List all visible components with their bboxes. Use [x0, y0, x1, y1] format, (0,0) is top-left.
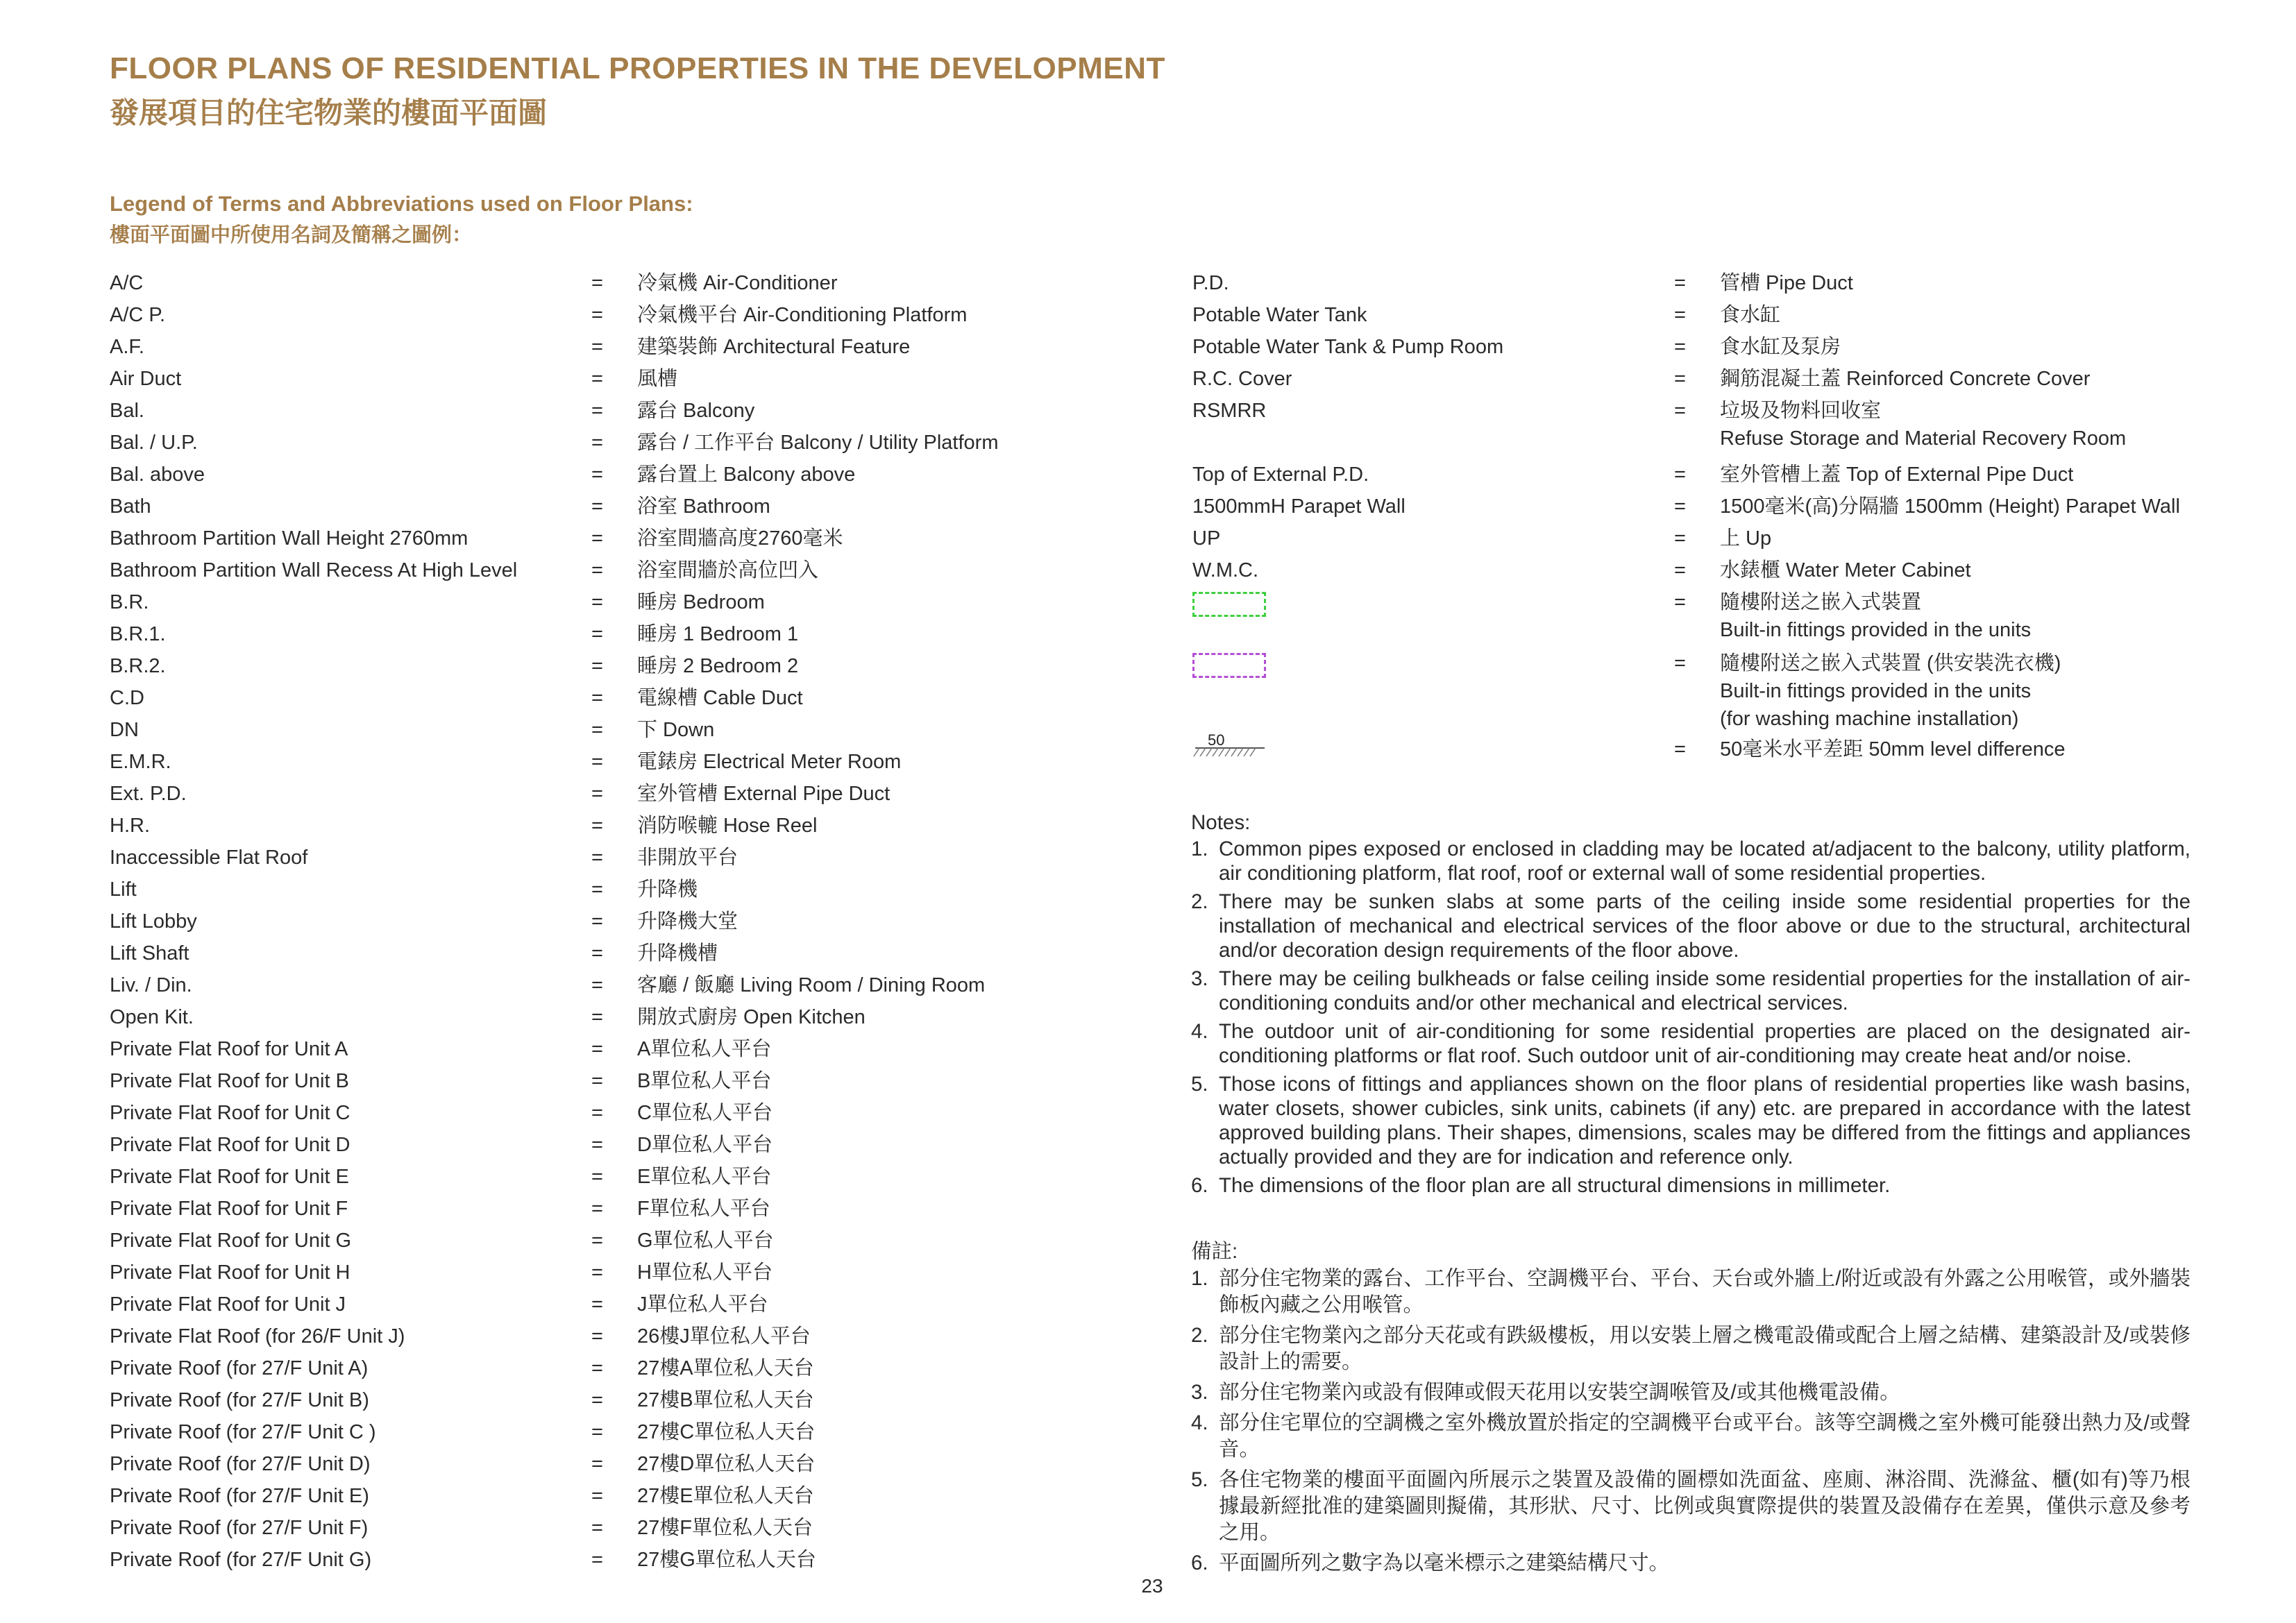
- legend-term: Bal. / U.P.: [110, 432, 198, 454]
- legend-term: Private Flat Roof for Unit J: [110, 1293, 346, 1316]
- equals-sign: =: [591, 1006, 603, 1028]
- note-item-zh: [1191, 1379, 2191, 1406]
- legend-row: [110, 684, 1148, 712]
- note-number: 5.: [1191, 1468, 1208, 1491]
- legend-row: [110, 461, 1148, 488]
- legend-definition: 風槽: [637, 368, 678, 390]
- equals-sign: =: [591, 847, 603, 869]
- legend-term: Private Flat Roof for Unit E: [110, 1166, 349, 1188]
- legend-definition: D單位私人平台: [637, 1134, 773, 1156]
- legend-definition: A單位私人平台: [637, 1038, 772, 1060]
- legend-term: Private Roof (for 27/F Unit E): [110, 1485, 369, 1507]
- legend-definition: 27樓C單位私人天台: [637, 1421, 816, 1443]
- legend-row: [110, 876, 1148, 903]
- legend-definition: 浴室 Bathroom: [637, 495, 770, 518]
- note-number: 3.: [1191, 1381, 1208, 1404]
- legend-definition: 室外管槽 External Pipe Duct: [637, 783, 890, 805]
- equals-sign: =: [1674, 400, 1686, 422]
- legend-definition: B單位私人平台: [637, 1070, 772, 1092]
- legend-row: [1192, 556, 2221, 584]
- legend-row: [110, 1482, 1148, 1510]
- legend-term: Private Roof (for 27/F Unit A): [110, 1357, 369, 1379]
- note-text: Common pipes exposed or enclosed in cladding may be located at/adjacent to the balcony, utility platform, air conditioning platform, flat roof, roof or external wall of some residential properties.: [1219, 838, 2191, 885]
- legend-definition-line3: (for washing machine installation): [1720, 708, 2019, 730]
- legend-definition: 冷氣機平台 Air-Conditioning Platform: [637, 304, 968, 326]
- note-number: 5.: [1191, 1073, 1208, 1096]
- legend-row: [110, 1035, 1148, 1063]
- legend-term: Ext. P.D.: [110, 783, 187, 805]
- green-dashed-box-icon: [1192, 592, 1266, 617]
- equals-sign: =: [591, 1357, 603, 1379]
- legend-term: Private Roof (for 27/F Unit D): [110, 1453, 371, 1475]
- legend-term: Open Kit.: [110, 1006, 194, 1028]
- equals-sign: =: [591, 719, 603, 741]
- legend-row: [110, 556, 1148, 584]
- legend-definition: 隨樓附送之嵌入式裝置: [1720, 591, 1922, 613]
- equals-sign: =: [591, 1517, 603, 1539]
- legend-row: [110, 1450, 1148, 1478]
- legend-term: Private Roof (for 27/F Unit C ): [110, 1421, 376, 1443]
- equals-sign: =: [591, 591, 603, 613]
- note-text: 各住宅物業的樓面平面圖內所展示之裝置及設備的圖標如洗面盆、座廁、淋浴間、洗滌盆、櫃(如有)等乃根據最新經批准的建築圖則擬備，其形狀、尺寸、比例或與實際提供的裝置及設備存在差異，僅供示意及參考之用。: [1219, 1468, 2191, 1544]
- legend-row: [110, 429, 1148, 457]
- note-number: 2.: [1191, 1324, 1208, 1347]
- legend-term: Lift Lobby: [110, 910, 197, 933]
- equals-sign: =: [591, 304, 603, 326]
- legend-definition: 上 Up: [1720, 527, 1772, 550]
- legend-term: B.R.1.: [110, 623, 166, 645]
- legend-row: [110, 525, 1148, 552]
- legend-row: [110, 940, 1148, 967]
- legend-definition: 睡房 Bedroom: [637, 591, 765, 613]
- legend-definition: 露台置上 Balcony above: [637, 464, 856, 486]
- legend-definition: 消防喉轆 Hose Reel: [637, 815, 818, 837]
- legend-definition: 升降機槽: [637, 942, 718, 965]
- equals-sign: =: [591, 1038, 603, 1060]
- note-item: [1191, 1072, 2191, 1169]
- note-number: 6.: [1191, 1174, 1208, 1197]
- equals-sign: =: [1674, 559, 1686, 581]
- legend-term: Private Flat Roof for Unit C: [110, 1102, 351, 1124]
- legend-term: Private Roof (for 27/F Unit F): [110, 1517, 369, 1539]
- equals-sign: =: [591, 1198, 603, 1220]
- legend-definition: 電線槽 Cable Duct: [637, 687, 803, 709]
- equals-sign: =: [591, 878, 603, 901]
- legend-term: Bal.: [110, 400, 144, 422]
- legend-term: Inaccessible Flat Roof: [110, 847, 308, 869]
- legend-definition: 客廳 / 飯廳 Living Room / Dining Room: [637, 974, 986, 996]
- legend-term: DN: [110, 719, 139, 741]
- legend-definition-line2: Refuse Storage and Material Recovery Room: [1720, 427, 2127, 450]
- legend-term: W.M.C.: [1192, 559, 1259, 581]
- equals-sign: =: [591, 400, 603, 422]
- legend-definition: G單位私人平台: [637, 1230, 774, 1252]
- legend-definition: 下 Down: [637, 719, 715, 741]
- legend-definition: 露台 Balcony: [637, 400, 755, 422]
- legend-definition: 電錶房 Electrical Meter Room: [637, 751, 902, 773]
- legend-term: RSMRR: [1192, 400, 1267, 422]
- legend-definition: C單位私人平台: [637, 1102, 773, 1124]
- legend-row: [110, 844, 1148, 872]
- legend-definition: 升降機大堂: [637, 910, 738, 933]
- legend-term: A/C P.: [110, 304, 166, 326]
- legend-term: Private Flat Roof (for 26/F Unit J): [110, 1325, 405, 1348]
- note-item-zh: [1191, 1550, 2191, 1577]
- note-number: 1.: [1191, 1267, 1208, 1290]
- equals-sign: =: [591, 815, 603, 837]
- equals-sign: =: [1674, 304, 1686, 326]
- equals-sign: =: [591, 1102, 603, 1124]
- note-item: [1191, 1173, 2191, 1198]
- equals-sign: =: [591, 432, 603, 454]
- legend-term: UP: [1192, 527, 1221, 550]
- legend-term: Lift: [110, 878, 137, 901]
- legend-definition: H單位私人平台: [637, 1261, 773, 1284]
- equals-sign: =: [591, 1166, 603, 1188]
- equals-sign: =: [1674, 652, 1686, 674]
- equals-sign: =: [591, 1070, 603, 1092]
- legend-row: [110, 269, 1148, 297]
- note-number: 4.: [1191, 1411, 1208, 1434]
- legend-definition: 50毫米水平差距 50mm level difference: [1720, 738, 2066, 760]
- legend-row: [110, 716, 1148, 744]
- note-number: 4.: [1191, 1020, 1208, 1043]
- equals-sign: =: [1674, 272, 1686, 294]
- equals-sign: =: [591, 336, 603, 358]
- note-text: 部分住宅物業內之部分天花或有跌級樓板，用以安裝上層之機電設備或配合上層之結構、建築設計及/或裝修設計上的需要。: [1219, 1324, 2191, 1373]
- legend-row: [1192, 461, 2221, 488]
- note-item: [1191, 1019, 2191, 1068]
- legend-term: H.R.: [110, 815, 150, 837]
- legend-definition: 睡房 1 Bedroom 1: [637, 623, 799, 645]
- legend-definition: J單位私人平台: [637, 1293, 768, 1316]
- legend-definition: 非開放平台: [637, 847, 738, 869]
- legend-symbol-row: [1192, 649, 2221, 730]
- legend-definition: 建築裝飾 Architectural Feature: [637, 336, 911, 358]
- note-number: 2.: [1191, 890, 1208, 913]
- legend-row: [110, 748, 1148, 776]
- equals-sign: =: [1674, 591, 1686, 613]
- equals-sign: =: [591, 1293, 603, 1316]
- legend-row: [110, 1354, 1148, 1382]
- legend-term: Bathroom Partition Wall Recess At High Level: [110, 559, 518, 581]
- page-title-en: FLOOR PLANS OF RESIDENTIAL PROPERTIES IN THE DEVELOPMENT: [110, 51, 1165, 85]
- legend-term: B.R.: [110, 591, 149, 613]
- note-text: 部分住宅單位的空調機之室外機放置於指定的空調機平台或平台。該等空調機之室外機可能發出熱力及/或聲音。: [1219, 1411, 2191, 1461]
- legend-row: [110, 1067, 1148, 1095]
- equals-sign: =: [591, 687, 603, 709]
- legend-symbol-row: [1192, 733, 2221, 763]
- legend-definition: 隨樓附送之嵌入式裝置 (供安裝洗衣機): [1720, 652, 2061, 674]
- legend-row: [110, 397, 1148, 425]
- equals-sign: =: [591, 527, 603, 550]
- legend-definition: 27樓D單位私人天台: [637, 1453, 816, 1475]
- legend-row: [1192, 269, 2221, 297]
- legend-term: Bal. above: [110, 464, 205, 486]
- equals-sign: =: [1674, 464, 1686, 486]
- legend-row: [110, 620, 1148, 648]
- legend-definition-line2: Built-in fittings provided in the units: [1720, 619, 2032, 641]
- legend-definition: E單位私人平台: [637, 1166, 772, 1188]
- legend-definition: 水錶櫃 Water Meter Cabinet: [1720, 559, 1971, 581]
- legend-row: [110, 301, 1148, 329]
- legend-heading-en: Legend of Terms and Abbreviations used on Floor Plans:: [110, 192, 693, 216]
- legend-definition: 室外管槽上蓋 Top of External Pipe Duct: [1720, 464, 2074, 486]
- legend-definition: 鋼筋混凝土蓋 Reinforced Concrete Cover: [1720, 368, 2091, 390]
- legend-definition: 冷氣機 Air-Conditioner: [637, 272, 838, 294]
- legend-row: [110, 971, 1148, 999]
- note-text: 平面圖所列之數字為以毫米標示之建築結構尺寸。: [1219, 1552, 1670, 1574]
- legend-term: Air Duct: [110, 368, 182, 390]
- equals-sign: =: [591, 495, 603, 518]
- legend-term: Top of External P.D.: [1192, 464, 1369, 486]
- legend-definition: 食水缸及泵房: [1720, 336, 1841, 358]
- legend-term: Bath: [110, 495, 151, 518]
- legend-term: P.D.: [1192, 272, 1229, 294]
- legend-row: [1192, 333, 2221, 361]
- note-item: [1191, 967, 2191, 1015]
- equals-sign: =: [591, 974, 603, 996]
- legend-term: Lift Shaft: [110, 942, 189, 965]
- equals-sign: =: [591, 1421, 603, 1443]
- equals-sign: =: [1674, 368, 1686, 390]
- equals-sign: =: [591, 1230, 603, 1252]
- legend-row: [110, 1514, 1148, 1542]
- legend-row: [110, 1418, 1148, 1446]
- legend-row: [1192, 493, 2221, 520]
- note-item: [1191, 890, 2191, 962]
- legend-row: [110, 780, 1148, 808]
- page-number: 23: [1141, 1575, 1163, 1597]
- equals-sign: =: [591, 1261, 603, 1284]
- page-title-zh: 發展項目的住宅物業的樓面平面圖: [110, 96, 548, 129]
- legend-term: Liv. / Din.: [110, 974, 192, 996]
- equals-sign: =: [591, 1453, 603, 1475]
- legend-term: Private Roof (for 27/F Unit B): [110, 1389, 369, 1411]
- legend-term: A/C: [110, 272, 144, 294]
- legend-definition: F單位私人平台: [637, 1198, 770, 1220]
- legend-term: A.F.: [110, 336, 144, 358]
- level-difference-label: 50: [1208, 733, 1225, 749]
- equals-sign: =: [591, 1485, 603, 1507]
- equals-sign: =: [591, 623, 603, 645]
- equals-sign: =: [591, 942, 603, 965]
- equals-sign: =: [591, 751, 603, 773]
- legend-row: [110, 1131, 1148, 1159]
- legend-definition: 升降機: [637, 878, 698, 901]
- equals-sign: =: [591, 464, 603, 486]
- legend-definition: 27樓E單位私人天台: [637, 1485, 814, 1507]
- legend-row: [110, 365, 1148, 393]
- legend-definition-line2: Built-in fittings provided in the units: [1720, 680, 2032, 702]
- note-text: Those icons of fittings and appliances shown on the floor plans of residential properties like wash basins, water closets, shower cubicles, sink units, cabinets (if any) etc. are prepared in accordance with the latest approved building plans. Their shapes, dimensions, scales may be differed from the fittings and appliances actually provided and they are for indication and reference only.: [1219, 1073, 2191, 1169]
- note-number: 6.: [1191, 1552, 1208, 1574]
- notes-heading-zh: 備註:: [1191, 1240, 1238, 1263]
- legend-term: R.C. Cover: [1192, 368, 1292, 390]
- legend-definition: 食水缸: [1720, 304, 1781, 326]
- legend-term: E.M.R.: [110, 751, 171, 773]
- note-item-zh: [1191, 1410, 2191, 1463]
- equals-sign: =: [591, 655, 603, 677]
- note-number: 3.: [1191, 967, 1208, 990]
- legend-row: [1192, 365, 2221, 393]
- legend-row: [1192, 397, 2221, 450]
- legend-row: [110, 652, 1148, 680]
- legend-row: [110, 588, 1148, 616]
- legend-term: Private Flat Roof for Unit A: [110, 1038, 348, 1060]
- legend-term: Potable Water Tank & Pump Room: [1192, 336, 1504, 358]
- note-item: [1191, 837, 2191, 885]
- legend-heading-zh: 樓面平面圖中所使用名詞及簡稱之圖例：: [110, 224, 473, 246]
- legend-row: [110, 1546, 1148, 1574]
- equals-sign: =: [591, 910, 603, 933]
- legend-definition: 開放式廚房 Open Kitchen: [637, 1006, 866, 1028]
- legend-row: [110, 493, 1148, 520]
- equals-sign: =: [1674, 495, 1686, 518]
- legend-row: [110, 1195, 1148, 1223]
- legend-definition: 27樓G單位私人天台: [637, 1549, 816, 1571]
- note-text: 部分住宅物業的露台、工作平台、空調機平台、平台、天台或外牆上/附近或設有外露之公用喉管，或外牆裝飾板內藏之公用喉管。: [1219, 1267, 2191, 1316]
- legend-term: Private Flat Roof for Unit B: [110, 1070, 349, 1092]
- legend-row: [110, 1099, 1148, 1127]
- equals-sign: =: [591, 1549, 603, 1571]
- legend-row: [110, 1163, 1148, 1191]
- note-text: There may be sunken slabs at some parts of the ceiling inside some residential properties for the installation of mechanical and electrical services of the floor above or due to the structural, architectural and/or decoration design requirements of the floor above.: [1219, 890, 2191, 962]
- equals-sign: =: [591, 272, 603, 294]
- legend-term: C.D: [110, 687, 144, 709]
- legend-row: [110, 1291, 1148, 1318]
- legend-row: [110, 1323, 1148, 1350]
- note-number: 1.: [1191, 838, 1208, 860]
- notes-english: [1191, 810, 2191, 1202]
- notes-chinese: [1191, 1239, 2191, 1581]
- legend-term: Private Flat Roof for Unit G: [110, 1230, 352, 1252]
- level-difference-icon: [1192, 733, 1269, 760]
- legend-term: Private Roof (for 27/F Unit G): [110, 1549, 372, 1571]
- note-item-zh: [1191, 1467, 2191, 1546]
- legend-definition: 1500毫米(高)分隔牆 1500mm (Height) Parapet Wall: [1720, 495, 2180, 518]
- legend-row: [110, 1259, 1148, 1286]
- legend-definition: 27樓F單位私人天台: [637, 1517, 813, 1539]
- legend-row: [110, 1386, 1148, 1414]
- legend-definition: 垃圾及物料回收室: [1720, 400, 1882, 422]
- legend-definition: 浴室間牆於高位凹入: [637, 559, 819, 581]
- legend-row: [110, 908, 1148, 935]
- legend-definition: 浴室間牆高度2760毫米: [637, 527, 843, 550]
- legend-term: Potable Water Tank: [1192, 304, 1367, 326]
- legend-row: [110, 333, 1148, 361]
- legend-term: Private Flat Roof for Unit F: [110, 1198, 348, 1220]
- legend-definition: 管槽 Pipe Duct: [1720, 272, 1853, 294]
- equals-sign: =: [1674, 738, 1686, 760]
- note-item-zh: [1191, 1266, 2191, 1318]
- legend-symbol-row: [1192, 588, 2221, 641]
- note-text: 部分住宅物業內或設有假陣或假天花用以安裝空調喉管及/或其他機電設備。: [1219, 1381, 1900, 1404]
- notes-heading: Notes:: [1191, 811, 1251, 834]
- note-text: The dimensions of the floor plan are all structural dimensions in millimeter.: [1219, 1174, 1891, 1197]
- legend-term: B.R.2.: [110, 655, 166, 677]
- legend-row: [1192, 301, 2221, 329]
- legend-row: [1192, 525, 2221, 552]
- legend-term: 1500mmH Parapet Wall: [1192, 495, 1406, 518]
- purple-dashed-box-icon: [1192, 653, 1266, 678]
- legend-term: Private Flat Roof for Unit D: [110, 1134, 351, 1156]
- note-item-zh: [1191, 1323, 2191, 1375]
- note-text: There may be ceiling bulkheads or false ceiling inside some residential properties for the installation of air-conditioning conduits and/or other mechanical and electrical services.: [1219, 967, 2191, 1014]
- legend-definition: 露台 / 工作平台 Balcony / Utility Platform: [637, 432, 999, 454]
- legend-term: Private Flat Roof for Unit H: [110, 1261, 351, 1284]
- legend-definition: 26樓J單位私人平台: [637, 1325, 811, 1348]
- equals-sign: =: [1674, 527, 1686, 550]
- legend-definition: 27樓B單位私人天台: [637, 1389, 814, 1411]
- note-text: The outdoor unit of air-conditioning for some residential properties are placed on the designated air-conditioning platforms or flat roof. Such outdoor unit of air-conditioning may create heat and/or noise.: [1219, 1020, 2191, 1067]
- equals-sign: =: [591, 368, 603, 390]
- legend-definition: 睡房 2 Bedroom 2: [637, 655, 799, 677]
- equals-sign: =: [591, 783, 603, 805]
- equals-sign: =: [591, 1389, 603, 1411]
- equals-sign: =: [1674, 336, 1686, 358]
- equals-sign: =: [591, 1134, 603, 1156]
- legend-term: Bathroom Partition Wall Height 2760mm: [110, 527, 469, 550]
- legend-row: [110, 812, 1148, 840]
- legend-row: [110, 1227, 1148, 1255]
- equals-sign: =: [591, 1325, 603, 1348]
- legend-row: [110, 1003, 1148, 1031]
- legend-definition: 27樓A單位私人天台: [637, 1357, 814, 1379]
- equals-sign: =: [591, 559, 603, 581]
